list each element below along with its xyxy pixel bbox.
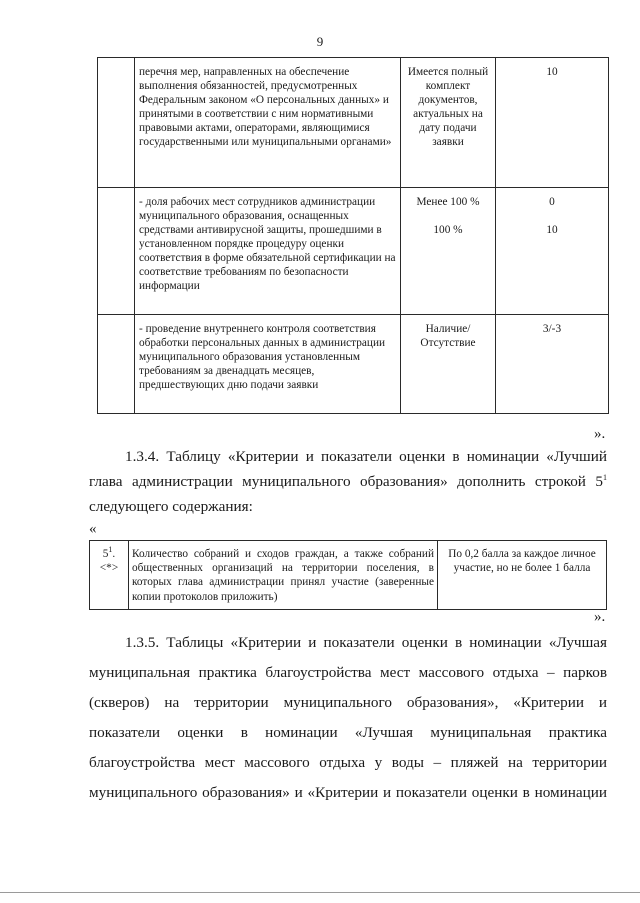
- paragraph-line: 1.3.5. Таблицы «Критерии и показатели оценки в номинации «Лучшая: [125, 634, 607, 651]
- paragraph-line: следующего содержания:: [89, 498, 253, 515]
- criterion-text: - проведение внутреннего контроля соответствия обработки персональных данных в администрации муниципального образования установленным требованиям за двенадцать месяцев, предшествующих дню подачи заявки: [135, 315, 401, 414]
- paragraph-text: глава администрации муниципального образования» дополнить строкой 5: [89, 473, 603, 490]
- paragraph-line: муниципальная практика благоустройства мест массового отдыха – парков: [89, 664, 607, 681]
- paragraph-line: благоустройства мест массового отдыха у воды – пляжей на территории: [89, 754, 607, 771]
- score-text: По 0,2 балла за каждое личное участие, но не более 1 балла: [438, 541, 607, 610]
- paragraph-line: [89, 469, 607, 494]
- row-number-suffix: .: [112, 548, 116, 560]
- table-cell-empty: [98, 315, 135, 414]
- condition-cell: [401, 58, 496, 188]
- condition-text: Менее 100 %: [416, 196, 480, 208]
- opening-quote: «: [89, 521, 97, 537]
- score-text: 3/-3: [542, 323, 562, 335]
- score-text: 0: [549, 196, 555, 208]
- table-row: [98, 58, 609, 188]
- condition-text: 100 %: [433, 224, 463, 236]
- row-number-sup: 1: [108, 545, 113, 555]
- criterion-text: Количество собраний и сходов граждан, а также собраний общественных организаций на территории поселения, в которых глава администрации принял участие (заверенные копии протоколов приложить): [129, 541, 438, 610]
- condition-cell: [401, 315, 496, 414]
- table-row: [98, 315, 609, 414]
- paragraph-line: (скверов) на территории муниципального образования», «Критерии и: [89, 694, 607, 711]
- score-text: 10: [546, 224, 558, 236]
- score-cell: [496, 58, 609, 188]
- row-number-cell: [90, 541, 129, 610]
- score-cell: [496, 188, 609, 315]
- table-row: [90, 541, 607, 610]
- paragraph-line: показатели оценки в номинации «Лучшая муниципальная практика: [89, 724, 607, 741]
- table-row: [98, 188, 609, 315]
- closing-quote: ».: [594, 426, 606, 442]
- table-cell-empty: [98, 188, 135, 315]
- criterion-text: перечня мер, направленных на обеспечение выполнения обязанностей, предусмотренных Федеральным законом «О персональных данных» и принятыми в соответствии с ним нормативными правовыми актами, операторами, являющимися государственными или муниципальными органами»: [135, 58, 401, 188]
- condition-text: Имеется полный комплект документов, актуальных на дату подачи заявки: [407, 66, 489, 148]
- criterion-text: - доля рабочих мест сотрудников администрации муниципального образования, оснащенных средствами антивирусной защиты, прошедшими в установленном порядке процедуру оценки соответствия в форме обязательной сертификации на соответствие требованиям по безопасности информации: [135, 188, 401, 315]
- row-number: 5: [102, 548, 109, 560]
- bottom-edge-divider: [0, 892, 640, 893]
- closing-quote: ».: [594, 609, 606, 625]
- paragraph-line: муниципального образования» и «Критерии и показатели оценки в номинации: [89, 784, 607, 801]
- superscript: 1: [603, 472, 607, 482]
- condition-cell: [401, 188, 496, 315]
- added-row-table: [89, 540, 607, 610]
- score-text: 10: [546, 66, 558, 78]
- score-cell: [496, 315, 609, 414]
- condition-text: Наличие/ Отсутствие: [420, 323, 476, 349]
- footnote-marker: <*>: [99, 562, 119, 575]
- table-cell-empty: [98, 58, 135, 188]
- criteria-table-continued: [97, 57, 609, 414]
- paragraph-line: 1.3.4. Таблицу «Критерии и показатели оценки в номинации «Лучший: [125, 448, 607, 465]
- page-number: 9: [316, 34, 324, 49]
